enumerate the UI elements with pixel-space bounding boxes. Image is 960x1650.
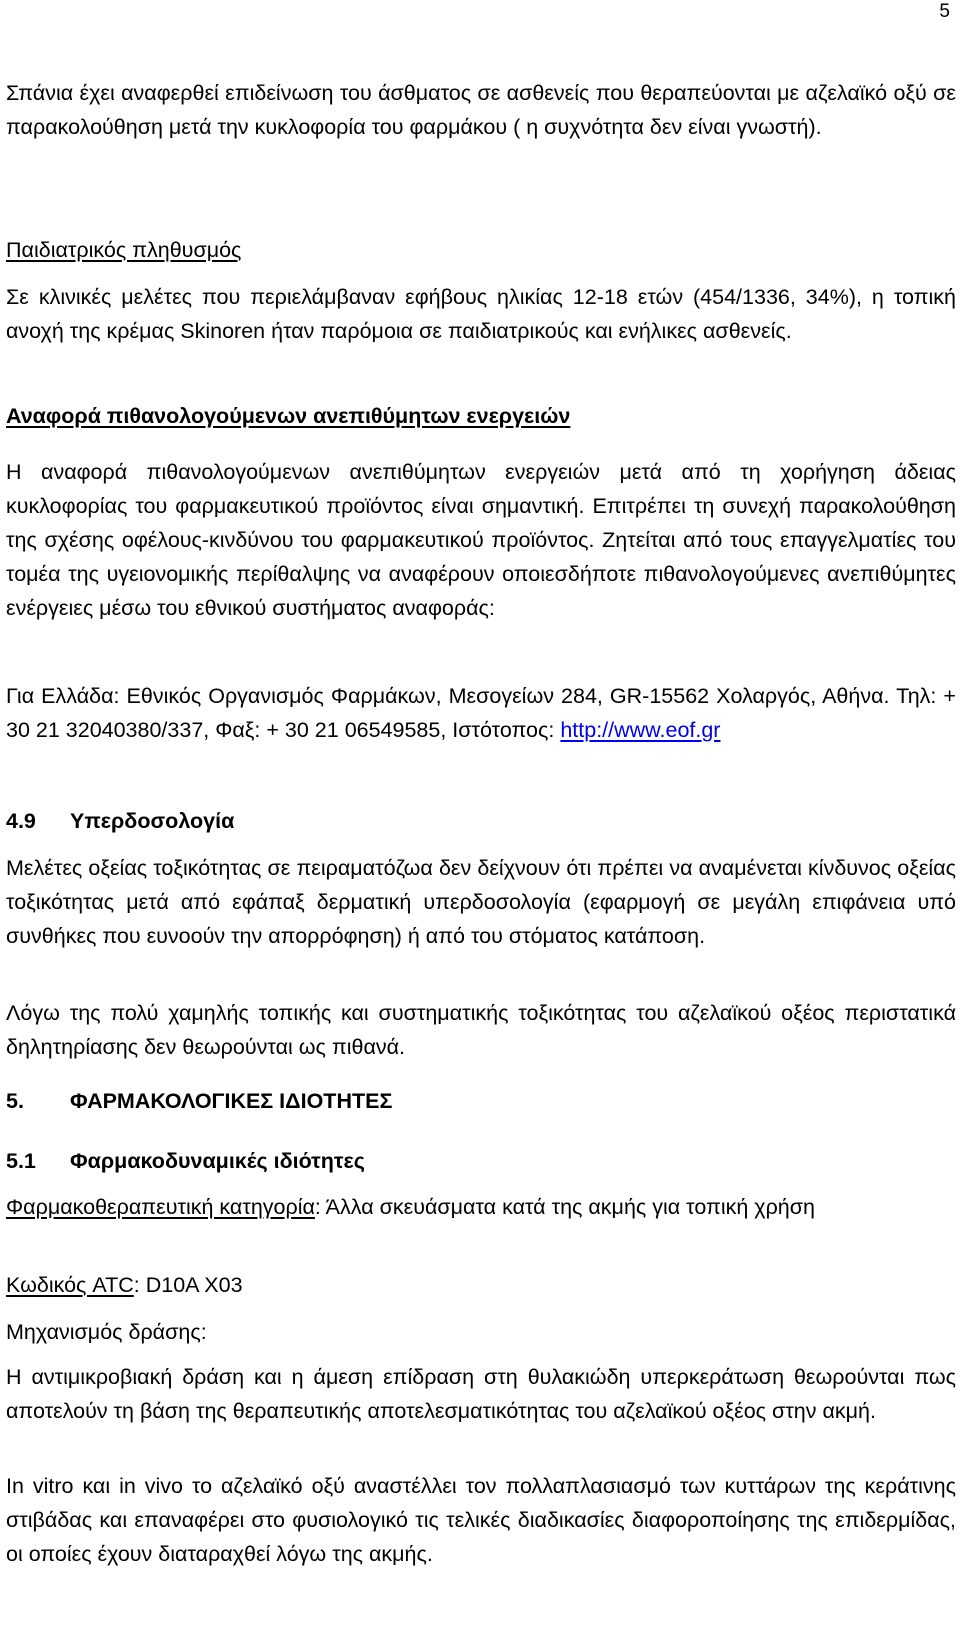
atc-label: Κωδικός ATC — [6, 1273, 134, 1297]
section-title: ΦΑΡΜΑΚΟΛΟΓΙΚΕΣ ΙΔΙΟΤΗΤΕΣ — [70, 1089, 393, 1113]
pediatric-paragraph: Σε κλινικές μελέτες που περιελάμβαναν εφήβους ηλικίας 12-18 ετών (454/1336, 34%), η τοπική ανοχή της κρέμας Skinoren ήταν παρόμοια σε παιδιατρικούς και ενήλικες ασθενείς. — [6, 285, 956, 343]
mechanism-paragraph-1: Η αντιμικροβιακή δράση και η άμεση επίδραση στη θυλακιώδη υπερκεράτωση θεωρούνται πως αποτελούν τη βάση της θεραπευτικής αποτελεσματικότητας του αζελαϊκού οξέος στην ακμή. — [6, 1365, 956, 1423]
section-number: 5.1 — [6, 1149, 36, 1173]
section-4-9-heading — [6, 804, 956, 838]
category-label: Φαρμακοθεραπευτική κατηγορία — [6, 1195, 315, 1219]
pharmacotherapeutic-category — [6, 1190, 956, 1224]
section-title: Φαρμακοδυναμικές ιδιότητες — [70, 1149, 365, 1173]
pediatric-heading: Παιδιατρικός πληθυσμός — [6, 238, 242, 262]
atc-code-line — [6, 1268, 956, 1302]
atc-value: : D10A X03 — [133, 1273, 243, 1297]
overdose-paragraph-2: Λόγω της πολύ χαμηλής τοπικής και συστηματικής τοξικότητας του αζελαϊκού οξέος περιστατικά δηλητηρίασης δεν θεωρούνται ως πιθανά. — [6, 1001, 956, 1059]
greece-contact-paragraph — [6, 679, 956, 747]
overdose-paragraph-1: Μελέτες οξείας τοξικότητας σε πειραματόζωα δεν δείχνουν ότι πρέπει να αναμένεται κίνδυνος οξείας τοξικότητας μετά από εφάπαξ δερματική υπερδοσολογία (εφαρμογή σε μεγάλη επιφάνεια υπό συνθήκες που ευνοούν την απορρόφηση) ή από του στόματος κατάποση. — [6, 856, 956, 948]
section-number: 5. — [6, 1089, 24, 1113]
reporting-heading: Αναφορά πιθανολογούμενων ανεπιθύμητων ενεργειών — [6, 404, 571, 428]
page-number: 5 — [939, 1, 950, 22]
mechanism-paragraph-2: In vitro και in vivo το αζελαϊκό οξύ αναστέλλει τον πολλαπλασιασμό των κυττάρων της κεράτινης στιβάδας και επαναφέρει στο φυσιολογικό τις τελικές διαδικασίες διαφοροποίησης της επιδερμίδας, οι οποίες έχουν διαταραχθεί λόγω της ακμής. — [6, 1474, 956, 1566]
section-number: 4.9 — [6, 809, 36, 833]
mechanism-label: Μηχανισμός δράσης: — [6, 1320, 207, 1344]
category-value: : Άλλα σκευάσματα κατά της ακμής για τοπική χρήση — [314, 1195, 815, 1219]
greece-contact-text: Για Ελλάδα: Εθνικός Οργανισμός Φαρμάκων, Μεσογείων 284, GR-15562 Χολαργός, Αθήνα. Τηλ: + 30 21 32040380/337, Φαξ: + 30 21 06549585, Ιστότοπος: — [6, 684, 956, 742]
section-5-heading — [6, 1084, 956, 1118]
section-5-1-heading — [6, 1144, 956, 1178]
reporting-paragraph: Η αναφορά πιθανολογούμενων ανεπιθύμητων ενεργειών μετά από τη χορήγηση άδειας κυκλοφορίας του φαρμακευτικού προϊόντος είναι σημαντική. Επιτρέπει τη συνεχή παρακολούθηση της σχέσης οφέλους-κινδύνου του φαρμακευτικού προϊόντος. Ζητείται από τους επαγγελματίες του τομέα της υγειονομικής περίθαλψης να αναφέρουν οποιεσδήποτε πιθανολογούμενες ανεπιθύμητες ενέργειες μέσω του εθνικού συστήματος αναφοράς: — [6, 460, 956, 620]
section-title: Υπερδοσολογία — [70, 809, 235, 833]
asthma-paragraph: Σπάνια έχει αναφερθεί επιδείνωση του άσθματος σε ασθενείς που θεραπεύονται με αζελαϊκό οξύ σε παρακολούθηση μετά την κυκλοφορία του φαρμάκου ( η συχνότητα δεν είναι γνωστή). — [6, 81, 956, 139]
eof-website-link[interactable]: http://www.eof.gr — [560, 718, 721, 742]
